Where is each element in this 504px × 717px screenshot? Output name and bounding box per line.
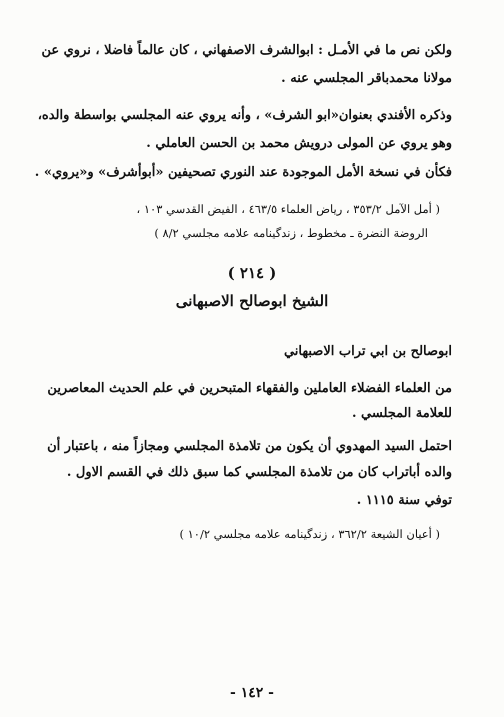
entry-number: ( ٢١٤ ) xyxy=(227,264,277,282)
paragraph-1-line-2: مولانا محمدباقر المجلسي عنه . xyxy=(281,71,452,86)
references-1-line-2: الروضة النضرة ـ مخطوط ، زندگينامه علامه مجلسي ٨/٢ ) xyxy=(154,226,428,240)
references-2-line-1: ( أعيان الشيعة ٣٦٢/٢ ، زندگينامه علامه مجلسي ١٠/٢ ) xyxy=(179,527,440,541)
entry-title: الشيخ ابوصالح الاصبهانى xyxy=(175,292,329,310)
paragraph-1-line-1: ولكن نص ما في الأمـل : ابوالشرف الاصفهاني ، كان عالماً فاضلا ، نروي عن xyxy=(41,43,452,58)
paragraph-3-line-1: فكأن في نسخة الأمل الموجودة عند النوري تصحيفين «أبوأشرف» و«يروي» . xyxy=(34,165,452,180)
page-number: - ١٤٢ - xyxy=(230,685,274,701)
paragraph-2-line-1: وذكره الأفندي بعنوان«ابو الشرف» ، وأنه يروي عنه المجلسي بواسطة والده، xyxy=(37,108,452,123)
paragraph-5-line-2: للعلامة المجلسي . xyxy=(351,406,452,421)
paragraph-2-line-2: وهو يروي عن المولى درويش محمد بن الحسن العاملي . xyxy=(146,136,452,151)
paragraph-4-line-1: ابوصالح بن ابي تراب الاصبهاني xyxy=(283,344,452,359)
paragraph-6-line-1: احتمل السيد المهدوي أن يكون من تلامذة المجلسي ومجازاً منه ، باعتبار أن xyxy=(47,439,452,454)
paragraph-7-line-1: توفي سنة ١١١٥ . xyxy=(356,493,452,508)
references-1-line-1: ( أمل الآمل ٣٥٣/٢ ، رياض العلماء ٤٦٣/٥ ، الفيض القدسي ١٠٣ ، xyxy=(136,202,440,216)
paragraph-5-line-1: من العلماء الفضلاء العاملين والفقهاء المتبحرين في علم الحديث المعاصرين xyxy=(47,381,452,396)
paragraph-6-line-2: والده أباتراب كان من تلامذة المجلسي كما سبق ذلك في القسم الاول . xyxy=(66,465,452,480)
